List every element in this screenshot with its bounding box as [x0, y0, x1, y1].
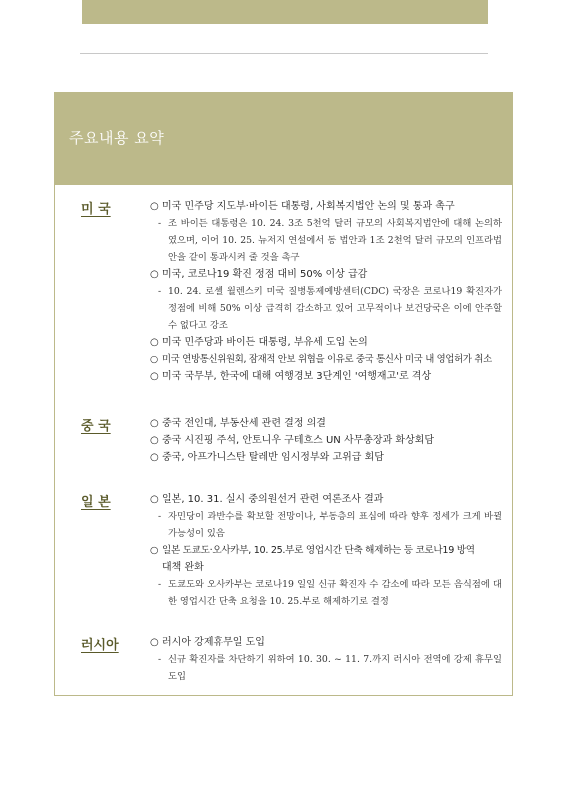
summary-box: [54, 92, 513, 696]
list-item-detail: - 신규 확진자를 차단하기 위하여 10. 30. ~ 11. 7.까지 러시아 전역에 강제 휴무일 도입: [158, 654, 502, 682]
country-label-china: 중 국: [81, 419, 111, 434]
list-item: ○ 미국 국무부, 한국에 대해 여행경보 3단계인 '여행재고'로 격상: [150, 371, 432, 382]
section-items: [150, 198, 502, 385]
country-label-russia: 러시아: [81, 638, 119, 653]
country-label-usa: 미 국: [81, 202, 111, 217]
list-item: ○ 미국 민주당 지도부·바이든 대통령, 사회복지법안 논의 및 통과 촉구: [150, 201, 455, 212]
summary-title: 주요내용 요약: [69, 129, 165, 147]
summary-header: [55, 93, 512, 185]
section-items: [150, 491, 502, 610]
list-item: ○ 일본 도쿄도·오사카부, 10. 25.부로 영업시간 단축 해제하는 등 코로나19 방역: [150, 545, 475, 556]
country-label-japan: 일 본: [81, 495, 111, 510]
section-items: [150, 634, 502, 685]
list-item: ○ 미국 연방통신위원회, 잠재적 안보 위협을 이유로 중국 통신사 미국 내 영업허가 취소: [150, 354, 492, 365]
section-items: [150, 415, 502, 466]
list-item-detail: - 자민당이 과반수를 확보할 전망이나, 부동층의 표심에 따라 향후 정세가 크게 바뀔 가능성이 있음: [158, 511, 502, 539]
top-decorative-bar: [82, 0, 488, 24]
list-item: ○ 미국 민주당과 바이든 대통령, 부유세 도입 논의: [150, 337, 368, 348]
list-item-detail: - 10. 24. 로셸 월렌스키 미국 질병통제예방센터(CDC) 국장은 코로나19 확진자가 정점에 비해 50% 이상 급격히 감소하고 있어 고무적이나 보건당국은 이에 안주할 수 없다고 강조: [158, 286, 502, 331]
list-item: ○ 러시아 강제휴무일 도입: [150, 637, 265, 648]
list-item: ○ 중국 전인대, 부동산세 관련 결정 의결: [150, 418, 326, 429]
list-item: ○ 중국, 아프가니스탄 탈레반 임시정부와 고위급 회담: [150, 452, 384, 463]
list-item-detail: - 조 바이든 대통령은 10. 24. 3조 5천억 달러 규모의 사회복지법안에 대해 논의하였으며, 이어 10. 25. 뉴저지 연설에서 동 법안과 1조 2천억 달러 규모의 인프라법안을 같이 통과시켜 줄 것을 촉구: [158, 218, 502, 263]
list-item: ○ 중국 시진핑 주석, 안토니우 구테흐스 UN 사무총장과 화상회담: [150, 435, 435, 446]
list-item: ○ 일본, 10. 31. 실시 중의원선거 관련 여론조사 결과: [150, 494, 384, 505]
list-item-detail: - 도쿄도와 오사카부는 코로나19 일일 신규 확진자 수 감소에 따라 모든 음식점에 대한 영업시간 단축 요청을 10. 25.부로 해제하기로 결정: [158, 579, 502, 607]
top-divider: [80, 53, 488, 54]
list-item-continuation: 대책 완화: [162, 562, 204, 573]
list-item: ○ 미국, 코로나19 확진 정점 대비 50% 이상 급감: [150, 269, 368, 280]
